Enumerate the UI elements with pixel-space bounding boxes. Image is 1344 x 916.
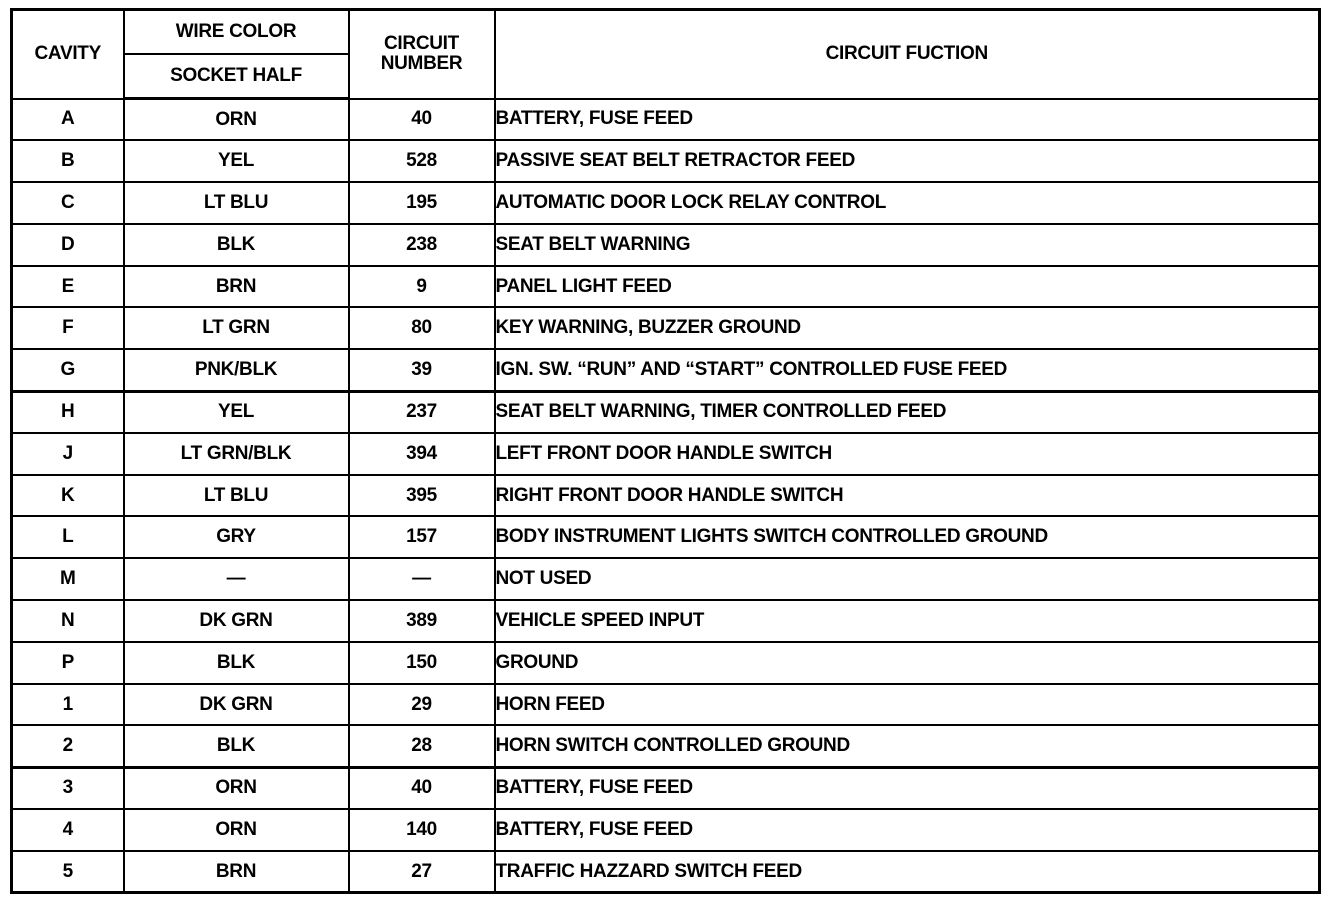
table-row — [12, 307, 1320, 349]
table-body — [12, 99, 1320, 893]
wire-color-cell: DK GRN — [124, 600, 349, 642]
circuit-number-cell: 40 — [349, 767, 495, 809]
cavity-cell: 1 — [12, 684, 124, 726]
circuit-number-cell: 39 — [349, 349, 495, 391]
wire-color-cell: ORN — [124, 99, 349, 141]
wiring-table — [10, 8, 1321, 894]
table-row — [12, 224, 1320, 266]
table-row — [12, 266, 1320, 308]
table-row — [12, 767, 1320, 809]
circuit-function-cell: LEFT FRONT DOOR HANDLE SWITCH — [495, 433, 1320, 475]
table-row — [12, 516, 1320, 558]
circuit-number-cell: 140 — [349, 809, 495, 851]
wire-color-cell: BLK — [124, 224, 349, 266]
wire-color-cell: LT GRN/BLK — [124, 433, 349, 475]
circuit-number-cell: 394 — [349, 433, 495, 475]
wire-color-cell: LT GRN — [124, 307, 349, 349]
circuit-function-cell: AUTOMATIC DOOR LOCK RELAY CONTROL — [495, 182, 1320, 224]
table-header — [12, 10, 1320, 99]
header-wire-color: WIRE COLOR — [124, 10, 349, 55]
wire-color-cell: YEL — [124, 391, 349, 433]
cavity-cell: B — [12, 140, 124, 182]
circuit-number-cell: 150 — [349, 642, 495, 684]
cavity-cell: 3 — [12, 767, 124, 809]
cavity-cell: D — [12, 224, 124, 266]
header-cavity: CAVITY — [12, 10, 124, 99]
wire-color-cell: PNK/BLK — [124, 349, 349, 391]
circuit-number-cell: — — [349, 558, 495, 600]
circuit-function-cell: RIGHT FRONT DOOR HANDLE SWITCH — [495, 475, 1320, 517]
table-row — [12, 349, 1320, 391]
table-row — [12, 391, 1320, 433]
cavity-cell: 5 — [12, 851, 124, 893]
circuit-function-cell: IGN. SW. “RUN” AND “START” CONTROLLED FUSE FEED — [495, 349, 1320, 391]
cavity-cell: 2 — [12, 725, 124, 767]
circuit-function-cell: KEY WARNING, BUZZER GROUND — [495, 307, 1320, 349]
cavity-cell: L — [12, 516, 124, 558]
table-row — [12, 140, 1320, 182]
header-circuit-function: CIRCUIT FUCTION — [495, 10, 1320, 99]
circuit-function-cell: GROUND — [495, 642, 1320, 684]
cavity-cell: C — [12, 182, 124, 224]
table-row — [12, 433, 1320, 475]
cavity-cell: F — [12, 307, 124, 349]
circuit-function-cell: BODY INSTRUMENT LIGHTS SWITCH CONTROLLED GROUND — [495, 516, 1320, 558]
cavity-cell: G — [12, 349, 124, 391]
circuit-number-cell: 29 — [349, 684, 495, 726]
circuit-function-cell: BATTERY, FUSE FEED — [495, 99, 1320, 141]
table-row — [12, 99, 1320, 141]
header-circuit-number-line2: NUMBER — [380, 53, 463, 75]
circuit-number-cell: 395 — [349, 475, 495, 517]
cavity-cell: K — [12, 475, 124, 517]
wire-color-cell: — — [124, 558, 349, 600]
circuit-function-cell: HORN SWITCH CONTROLLED GROUND — [495, 725, 1320, 767]
cavity-cell: P — [12, 642, 124, 684]
table-row — [12, 182, 1320, 224]
circuit-number-cell: 528 — [349, 140, 495, 182]
table-row — [12, 558, 1320, 600]
header-circuit-number — [349, 10, 495, 99]
cavity-cell: A — [12, 99, 124, 141]
circuit-number-cell: 28 — [349, 725, 495, 767]
wire-color-cell: GRY — [124, 516, 349, 558]
table-row — [12, 725, 1320, 767]
header-socket-half: SOCKET HALF — [124, 54, 349, 99]
circuit-function-cell: HORN FEED — [495, 684, 1320, 726]
wire-color-cell: LT BLU — [124, 182, 349, 224]
table-row — [12, 809, 1320, 851]
wire-color-cell: BLK — [124, 725, 349, 767]
wire-color-cell: BLK — [124, 642, 349, 684]
cavity-cell: M — [12, 558, 124, 600]
circuit-function-cell: TRAFFIC HAZZARD SWITCH FEED — [495, 851, 1320, 893]
table-row — [12, 600, 1320, 642]
table-row — [12, 851, 1320, 893]
cavity-cell: 4 — [12, 809, 124, 851]
cavity-cell: J — [12, 433, 124, 475]
table-row — [12, 684, 1320, 726]
wire-color-cell: BRN — [124, 266, 349, 308]
circuit-number-cell: 237 — [349, 391, 495, 433]
circuit-function-cell: VEHICLE SPEED INPUT — [495, 600, 1320, 642]
wire-color-cell: ORN — [124, 809, 349, 851]
cavity-cell: H — [12, 391, 124, 433]
wire-color-cell: DK GRN — [124, 684, 349, 726]
circuit-function-cell: PANEL LIGHT FEED — [495, 266, 1320, 308]
table-row — [12, 475, 1320, 517]
circuit-function-cell: PASSIVE SEAT BELT RETRACTOR FEED — [495, 140, 1320, 182]
circuit-function-cell: SEAT BELT WARNING — [495, 224, 1320, 266]
circuit-function-cell: BATTERY, FUSE FEED — [495, 767, 1320, 809]
circuit-number-cell: 157 — [349, 516, 495, 558]
circuit-number-cell: 40 — [349, 99, 495, 141]
circuit-number-cell: 27 — [349, 851, 495, 893]
table-row — [12, 642, 1320, 684]
circuit-number-cell: 238 — [349, 224, 495, 266]
circuit-function-cell: SEAT BELT WARNING, TIMER CONTROLLED FEED — [495, 391, 1320, 433]
cavity-cell: N — [12, 600, 124, 642]
circuit-number-cell: 195 — [349, 182, 495, 224]
wire-color-cell: LT BLU — [124, 475, 349, 517]
header-circuit-number-line1: CIRCUIT — [384, 33, 459, 55]
cavity-cell: E — [12, 266, 124, 308]
circuit-number-cell: 9 — [349, 266, 495, 308]
wire-color-cell: BRN — [124, 851, 349, 893]
circuit-number-cell: 80 — [349, 307, 495, 349]
circuit-function-cell: BATTERY, FUSE FEED — [495, 809, 1320, 851]
circuit-function-cell: NOT USED — [495, 558, 1320, 600]
wire-color-cell: ORN — [124, 767, 349, 809]
circuit-number-cell: 389 — [349, 600, 495, 642]
wire-color-cell: YEL — [124, 140, 349, 182]
